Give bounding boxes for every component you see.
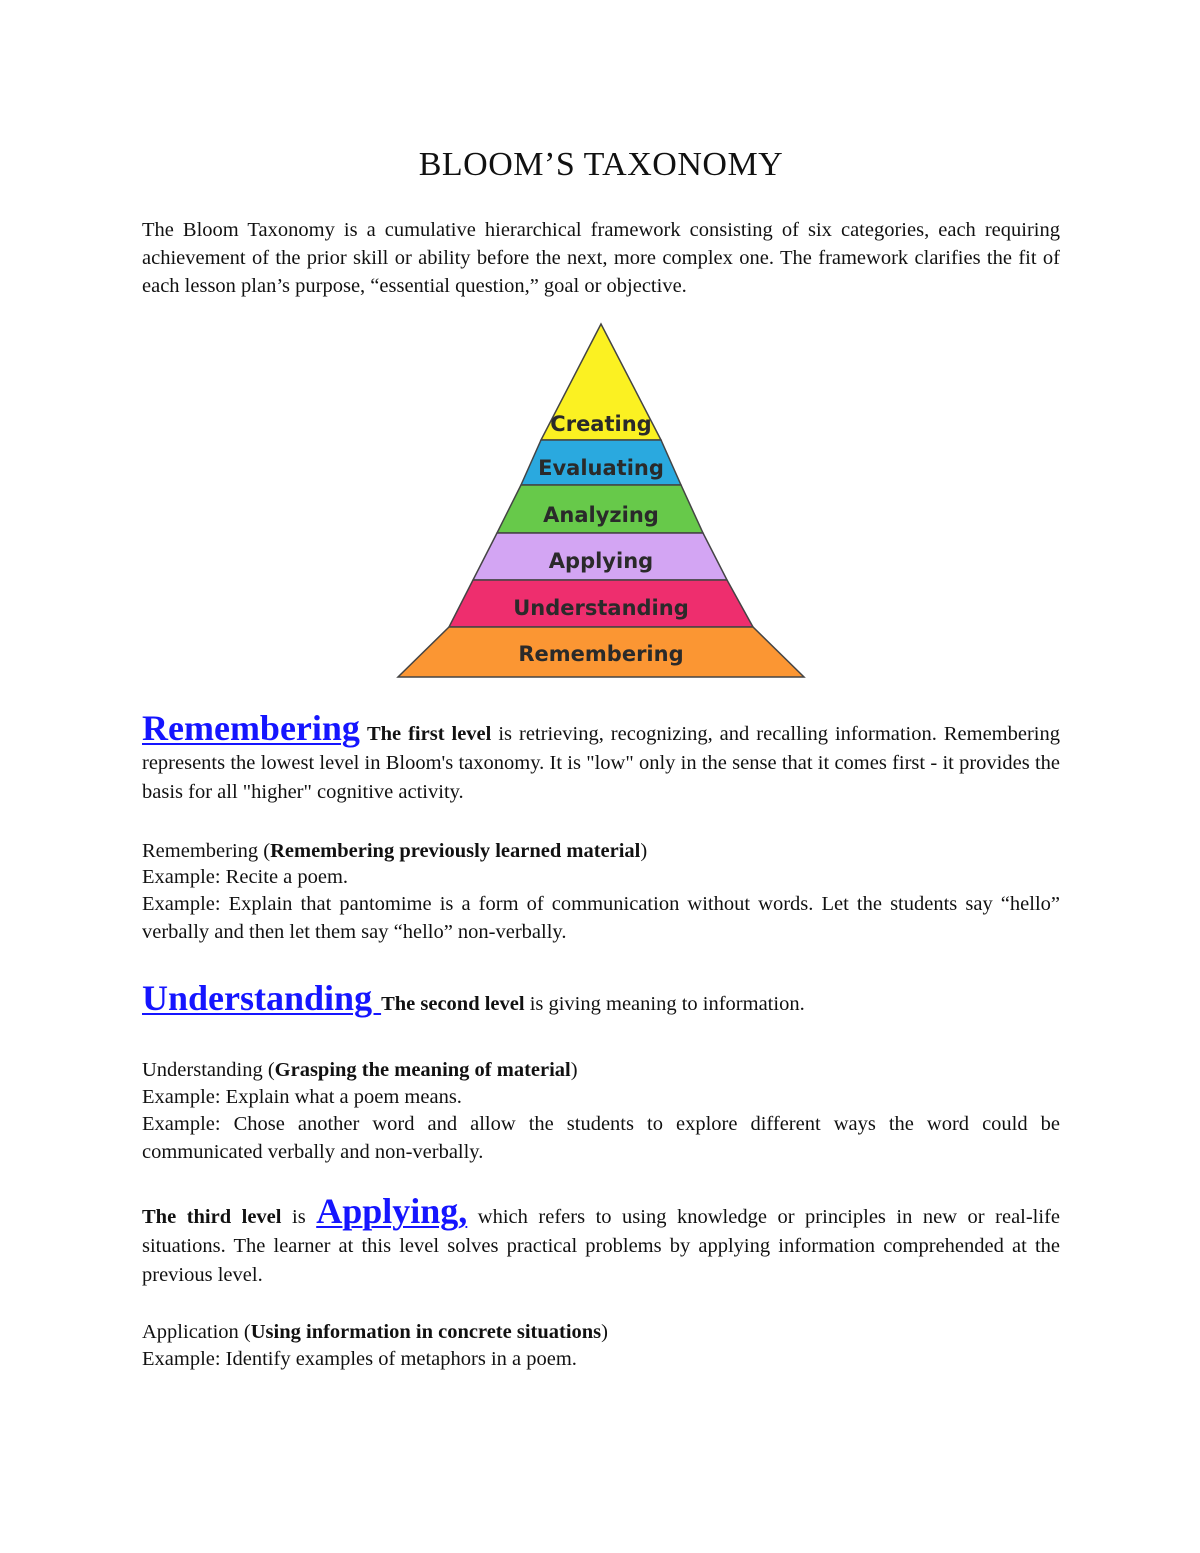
applying-subheading: Application (Using information in concrete situations) (142, 1321, 608, 1343)
remembering-heading-link[interactable]: Remembering (142, 708, 360, 748)
understanding-heading-link[interactable]: Understanding (142, 978, 382, 1018)
pyramid-label-creating: Creating (550, 412, 652, 436)
pyramid-label-applying: Applying (548, 549, 654, 573)
pyramid-label-analyzing: Analyzing (543, 503, 659, 527)
remembering-paragraph (142, 708, 1060, 807)
applying-lead: The third level (142, 1206, 282, 1228)
pyramid-label-understanding: Understanding (513, 596, 689, 620)
remembering-example-2: Example: Explain that pantomime is a form of communication without words. Let the students say “hello” verbally and then let them say “hello” non-verbally. (142, 893, 1060, 943)
applying-paragraph: The third level is Applying, which refers to using knowledge or principles in new or real-life situations. The learner at this level solves practical problems by applying information comprehended at the previous level. (142, 1191, 1061, 1286)
intro-paragraph: The Bloom Taxonomy is a cumulative hierarchical framework consisting of six categories, each requiring achievement of the prior skill or ability before the next, more complex one. The framework clarifies the fit of each lesson plan’s purpose, “essential question,” goal or objective. (142, 219, 1060, 297)
remembering-subheading: Remembering (Remembering previously learned material) (142, 840, 648, 862)
remembering-example-1: Example: Recite a poem. (142, 866, 349, 888)
understanding-subheading: Understanding (Grasping the meaning of material) (142, 1059, 578, 1081)
applying-example-1: Example: Identify examples of metaphors in a poem. (142, 1348, 577, 1370)
understanding-lead: The second level (381, 993, 525, 1015)
remembering-text: is retrieving, recognizing, and recalling information. Remembering represents the lowest level in Bloom's taxonomy. It is "low" only in the sense that it comes first - it provides the basis for all "higher" cognitive activity. (142, 723, 1060, 803)
page-title: BLOOM’S TAXONOMY (418, 146, 784, 183)
remembering-lead: The first level (366, 723, 492, 745)
bloom-pyramid-diagram (396, 322, 806, 682)
understanding-example-1: Example: Explain what a poem means. (142, 1086, 462, 1108)
applying-text: which refers to using knowledge or principles in new or real-life situations. The learner at this level solves practical problems by applying information comprehended at the previous level. (142, 1206, 1061, 1286)
applying-heading-link[interactable]: Applying, (316, 1191, 468, 1231)
pyramid-label-remembering: Remembering (518, 642, 684, 666)
understanding-example-2: Example: Chose another word and allow the students to explore different ways the word could be communicated verbally and non-verbally. (142, 1113, 1060, 1163)
understanding-paragraph (142, 978, 1060, 1024)
understanding-text: is giving meaning to information. (524, 993, 805, 1015)
pyramid-label-evaluating: Evaluating (538, 456, 664, 480)
